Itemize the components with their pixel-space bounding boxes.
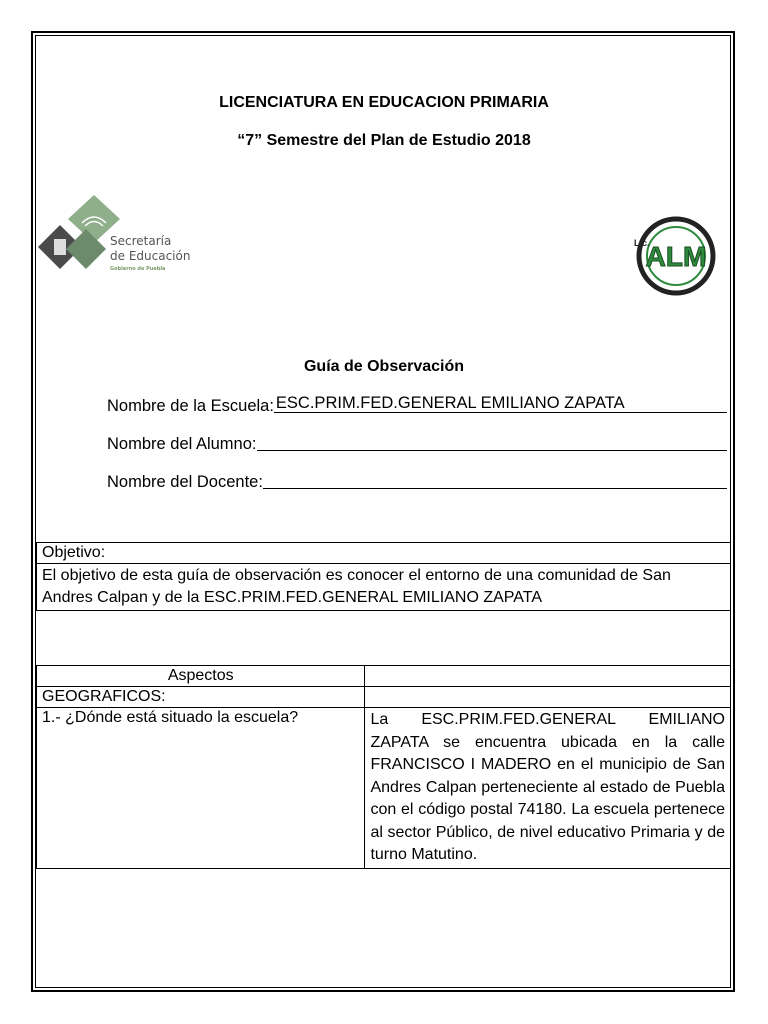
document-subtitle: “7” Semestre del Plan de Estudio 2018 xyxy=(237,132,531,149)
aspects-table xyxy=(36,665,731,869)
alm-logo-prefix: Lic. xyxy=(634,238,650,248)
question-cell: 1.- ¿Dónde está situado la escuela? xyxy=(37,708,365,869)
section-geograficos: GEOGRAFICOS: xyxy=(37,687,365,708)
student-name-row xyxy=(107,432,727,454)
section-empty-cell xyxy=(365,687,731,708)
teacher-name-row xyxy=(107,470,727,492)
school-name-row xyxy=(107,394,727,416)
table-row xyxy=(37,687,731,708)
teacher-name-field[interactable] xyxy=(263,470,727,489)
aspects-header-empty xyxy=(365,666,731,687)
secretaria-educacion-logo xyxy=(38,193,213,273)
table-row xyxy=(37,666,731,687)
sep-logo-line2: de Educación xyxy=(110,249,191,263)
student-name-label: Nombre del Alumno: xyxy=(107,435,257,453)
objective-table xyxy=(36,542,731,611)
objective-label: Objetivo: xyxy=(37,543,731,564)
alm-logo-text: ALM xyxy=(645,241,707,272)
table-row xyxy=(37,708,731,869)
aspects-header: Aspectos xyxy=(37,666,365,687)
document-title: LICENCIATURA EN EDUCACION PRIMARIA xyxy=(219,94,549,111)
guide-title: Guía de Observación xyxy=(303,358,465,375)
objective-text: El objetivo de esta guía de observación es conocer el entorno de una comunidad de San Andres Calpan y de la ESC.PRIM.FED.GENERAL EMILIANO ZAPATA xyxy=(37,564,731,611)
teacher-name-label: Nombre del Docente: xyxy=(107,473,263,491)
school-name-label: Nombre de la Escuela: xyxy=(107,397,274,415)
sep-logo-line1: Secretaría xyxy=(110,234,172,248)
school-name-field[interactable] xyxy=(274,394,727,413)
objective-label-row xyxy=(37,543,731,564)
alm-normal-logo xyxy=(626,216,720,296)
school-name-value: ESC.PRIM.FED.GENERAL EMILIANO ZAPATA xyxy=(275,394,625,412)
sep-logo-line3: Gobierno de Puebla xyxy=(110,266,166,272)
student-name-field[interactable] xyxy=(257,432,728,451)
answer-cell: La ESC.PRIM.FED.GENERAL EMILIANO ZAPATA se encuentra ubicada en la calle FRANCISCO I MADERO en el municipio de San Andres Calpan perteneciente al estado de Puebla con el código postal 74180. La escuela pertenece al sector Público, de nivel educativo Primaria y de turno Matutino. xyxy=(365,708,731,869)
objective-text-row xyxy=(37,564,731,611)
